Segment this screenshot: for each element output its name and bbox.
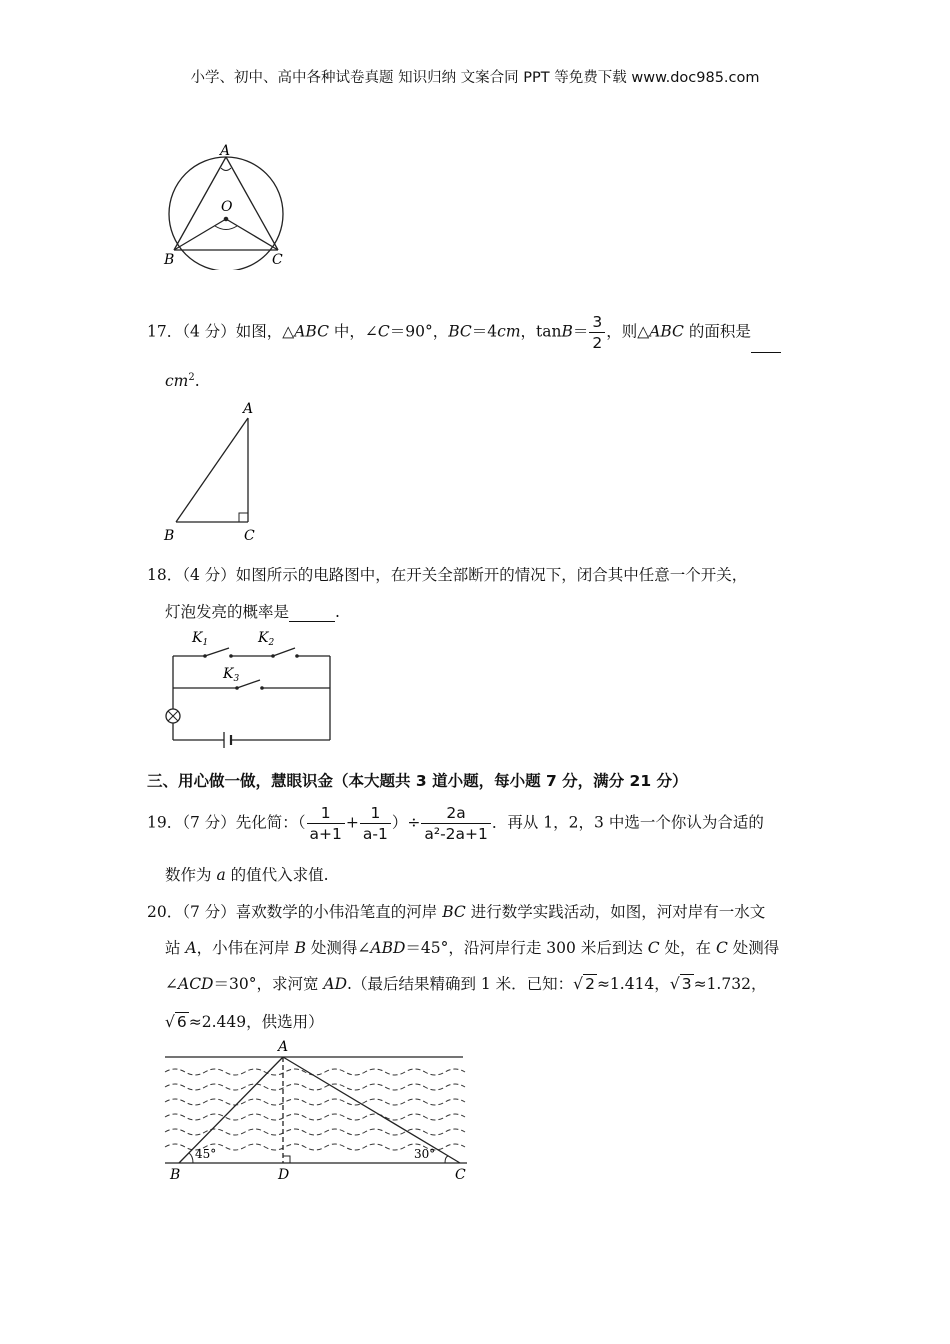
- label-a: A: [220, 143, 231, 159]
- question-20-line3: ∠ACD＝30°，求河宽 AD.（最后结果精确到 1 米．已知：√ 2 ≈1.414，√ 3 ≈1.732，: [165, 975, 767, 993]
- question-18: 18．（4 分）如图所示的电路图中，在开关全部断开的情况下，闭合其中任意一个开关，: [147, 566, 748, 584]
- label-k3: $K_3$: [223, 666, 240, 684]
- question-19: 19．（7 分）先化简：（ $\frac{1}{a+1}$ + $\frac{1}{a-1}$ ）÷ $\frac{2a}{\text{a²-2a+1}}$ ．再从 1，2，3 中选一个你认为合适的: [147, 804, 764, 843]
- fraction-1-a-plus-1: $\frac{1}{a+1}$: [307, 803, 345, 844]
- river-figure: [155, 1035, 475, 1185]
- answer-blank-18[interactable]: [289, 605, 335, 622]
- label-k1: $K_1$: [192, 630, 209, 648]
- angle-45: 45°: [195, 1147, 217, 1161]
- answer-blank-17[interactable]: [751, 336, 781, 353]
- label-d: D: [278, 1167, 290, 1183]
- question-18-line2: 灯泡发亮的概率是 .: [165, 603, 340, 621]
- circuit-figure: [160, 626, 340, 750]
- question-20-line4: √ 6 ≈2.449，供选用）: [165, 1013, 324, 1031]
- water-waves: [165, 1069, 465, 1150]
- angle-30: 30°: [414, 1147, 436, 1161]
- section-3-heading: 三、用心做一做，慧眼识金（本大题共 3 道小题，每小题 7 分，满分 21 分）: [147, 772, 688, 790]
- fraction-2a: $\frac{2a}{\text{a²-2a+1}}$: [421, 803, 491, 844]
- question-20-line2: 站 A，小伟在河岸 B 处测得∠ABD＝45°，沿河岸行走 300 米后到达 C 处，在 C 处测得: [165, 939, 780, 957]
- label-c: C: [272, 252, 283, 268]
- label-a: A: [243, 401, 254, 417]
- question-19-line2: 数作为 a 的值代入求值.: [165, 866, 329, 884]
- question-17-unit: $cm^2$.: [165, 372, 200, 391]
- sqrt-6: √ 6: [165, 1013, 187, 1031]
- label-c: C: [455, 1167, 466, 1183]
- question-17: 17．（4 分）如图，△ABC 中，∠C＝90°，BC＝4cm，tanB＝ $\frac{3}{2}$ ，则△ABC 的面积是: [147, 312, 781, 353]
- label-k2: $K_2$: [258, 630, 275, 648]
- sqrt-2: √ 2: [573, 975, 595, 993]
- circle-triangle-figure: [160, 140, 295, 270]
- label-a: A: [278, 1039, 289, 1055]
- label-b: B: [170, 1167, 181, 1183]
- label-c: C: [244, 528, 255, 544]
- label-o: O: [221, 199, 233, 215]
- label-b: B: [164, 252, 175, 268]
- page-header: 小学、初中、高中各种试卷真题 知识归纳 文案合同 PPT 等免费下载 www.doc985.com: [190, 70, 760, 86]
- fraction-3-2: $\frac{3}{2}$: [589, 312, 605, 353]
- sqrt-3: √ 3: [669, 975, 692, 993]
- right-triangle-figure: [160, 398, 270, 546]
- fraction-1-a-minus-1: $\frac{1}{a-1}$: [360, 803, 391, 844]
- label-b: B: [164, 528, 175, 544]
- question-20-line1: 20．（7 分）喜欢数学的小伟沿笔直的河岸 BC 进行数学实践活动，如图，河对岸有一水文: [147, 903, 766, 921]
